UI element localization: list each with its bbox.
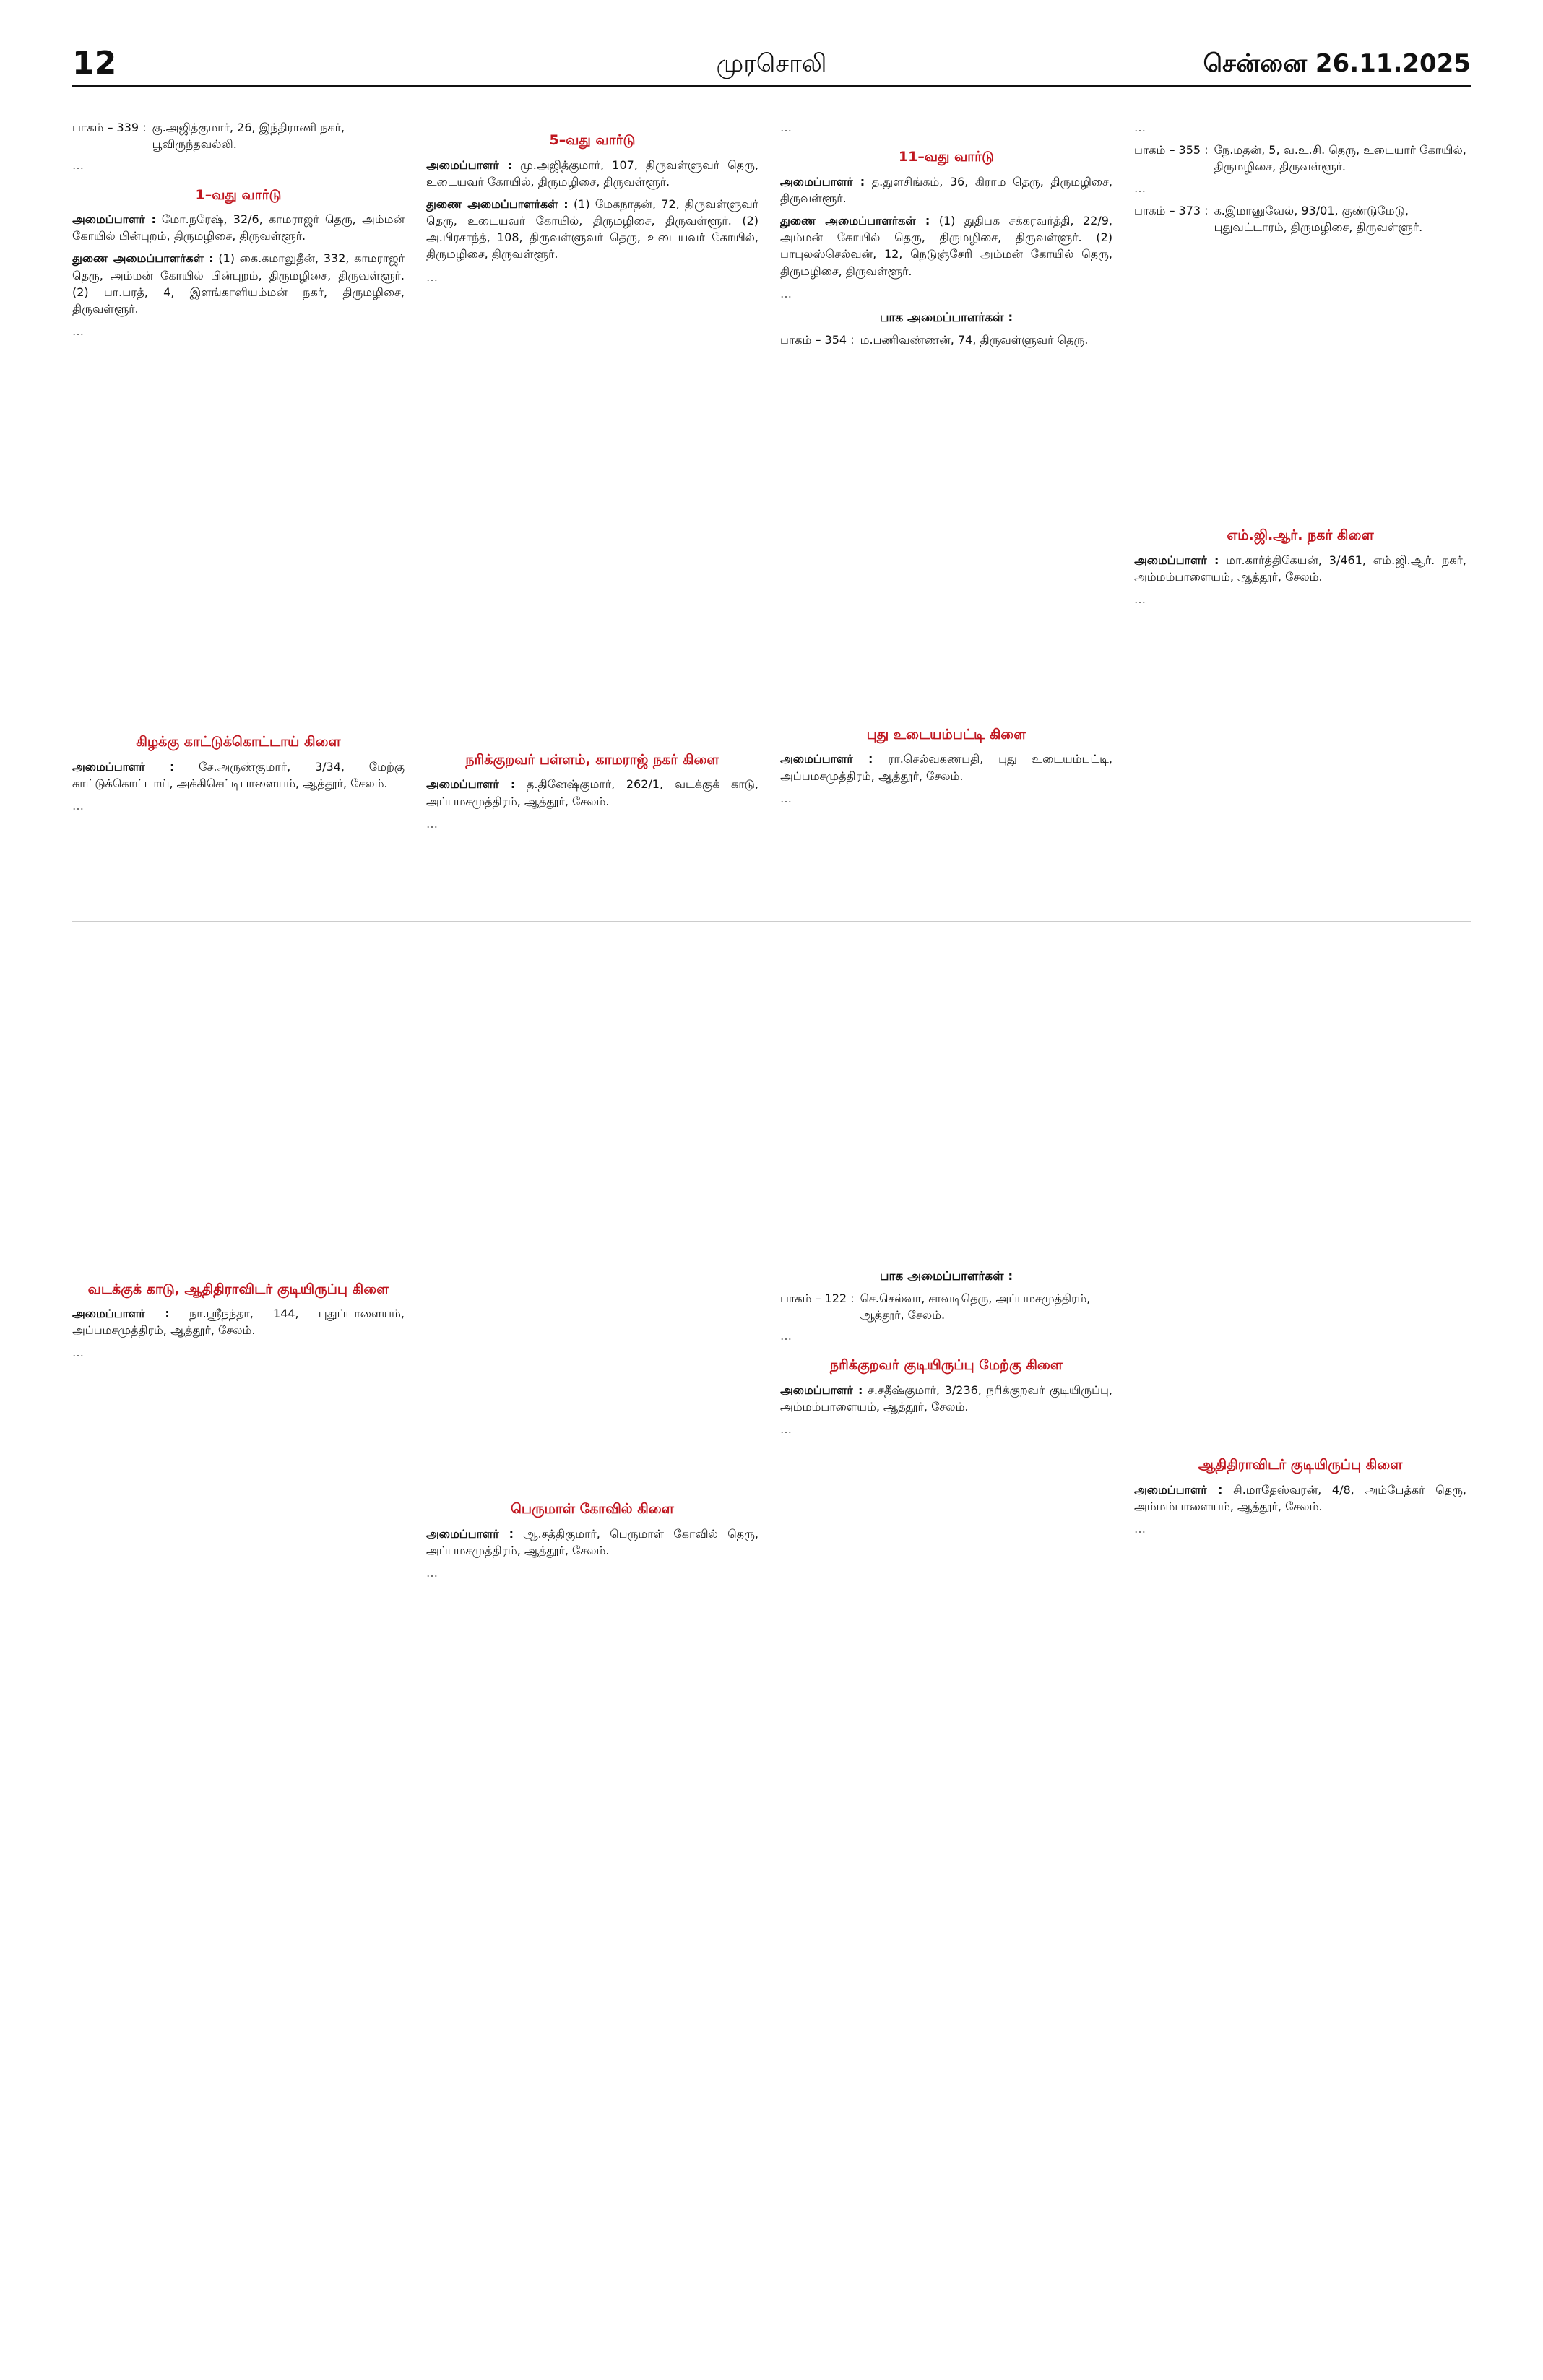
- branch-heading: புது உடையம்பட்டி கிளை: [866, 726, 1026, 743]
- deputy-entry: துணை அமைப்பாளர்கள் : (1) துதிபக சக்கரவர்த்தி, 22/9, அம்மன் கோயில் தெரு, திருமழிசை, திருவள்ளூர். (2) பாபுலஸ்செல்வன், 12, நெடுஞ்சேரி அம்மன் கோயில் தெரு, திருமழிசை, திருவள்ளூர்.: [780, 214, 1112, 278]
- organizer-entry: அமைப்பாளர் : சே.அருண்குமார், 3/34, மேற்கு காட்டுக்கொட்டாய், அக்கிசெட்டிபாளையம், ஆத்தூர், சேலம்.: [72, 759, 405, 791]
- column-4: … பாகம் – 355 : நே.மதன், 5, வ.உ.சி. தெரு, உடையார் கோயில், திருமழிசை, திருவள்ளூர். … பாகம் – 373 : க.இமானுவேல், 93/01, குண்டுமேடு, புதுவட்டாரம், திருமழிசை, திருவள்ளூர். எம்.ஜி.ஆர். நகர் கிளை அமைப்பாளர் : மா.கார்த்திகேயன், 3/461, எம்.ஜி.ஆர். நகர், அம்மம்பாளையம், ஆத்தூர், சேலம். … ஆதிதிராவிடர் குடியிருப்பு கிளை அமைப்பாளர் : சி.மாதேஸ்வரன், 4/8, அம்பேத்கர் தெரு, அம்மம்பாளையம், ஆத்தூர், சேலம். …: [1134, 121, 1466, 1536]
- deputy-entry: துணை அமைப்பாளர்கள் : (1) மேகநாதன், 72, திருவள்ளுவர் தெரு, உடையவர் கோயில், திருமழிசை, திருவள்ளூர். (2) அ.பிரசாந்த், 108, திருவள்ளுவர் தெரு, உடையவர் கோயில், திருமழிசை, திருவள்ளூர்.: [426, 196, 758, 261]
- part-entry: பாகம் – 354 : ம.பணிவண்ணன், 74, திருவள்ளுவர் தெரு.: [780, 332, 1089, 347]
- ward-heading: 11–வது வார்டு: [898, 149, 995, 165]
- column-2: 5–வது வார்டு அமைப்பாளர் : மு.அஜித்குமார், 107, திருவள்ளுவர் தெரு, உடையவர் கோயில், திருமழிசை, திருவள்ளூர். துணை அமைப்பாளர்கள் : (1) மேகநாதன், 72, திருவள்ளுவர் தெரு, உடையவர் கோயில், திருமழிசை, திருவள்ளூர். (2) அ.பிரசாந்த், 108, திருவள்ளுவர் தெரு, உடையவர் கோயில், திருமழிசை, திருவள்ளூர். … நரிக்குறவர் பள்ளம், காமராஜ் நகர் கிளை அமைப்பாளர் : த.தினேஷ்குமார், 262/1, வடக்குக் காடு, அப்பமசமுத்திரம், ஆத்தூர், சேலம். … பெருமாள் கோவில் கிளை அமைப்பாளர் : ஆ.சத்திகுமார், பெருமாள் கோவில் தெரு, அப்பமசமுத்திரம், ஆத்தூர், சேலம். …: [426, 132, 758, 1580]
- organizer-entry: அமைப்பாளர் : மா.கார்த்திகேயன், 3/461, எம்.ஜி.ஆர். நகர், அம்மம்பாளையம், ஆத்தூர், சேலம்.: [1134, 553, 1466, 584]
- deputy-entry: துணை அமைப்பாளர்கள் : (1) கை.கமாலுதீன், 332, காமராஜர் தெரு, அம்மன் கோயில் பின்புறம், திருமழிசை, திருவள்ளூர். (2) பா.பரத், 4, இளங்காளியம்மன் நகர், திருமழிசை, திருவள்ளூர்.: [72, 251, 405, 316]
- part-organizers-heading: பாக அமைப்பாளர்கள் :: [879, 1268, 1013, 1284]
- dateline: சென்னை 26.11.2025: [1203, 49, 1471, 78]
- branch-heading: நரிக்குறவர் குடியிருப்பு மேற்கு கிளை: [829, 1357, 1063, 1374]
- branch-heading: பெருமாள் கோவில் கிளை: [511, 1500, 674, 1517]
- ward-heading: 5–வது வார்டு: [549, 132, 636, 148]
- organizer-entry: அமைப்பாளர் : ரா.செல்வகணபதி, புது உடையம்பட்டி, அப்பமசமுத்திரம், ஆத்தூர், சேலம்.: [780, 752, 1112, 783]
- branch-heading: வடக்குக் காடு, ஆதிதிராவிடர் குடியிருப்பு கிளை: [87, 1281, 389, 1297]
- part-entry: பாகம் – 339 : கு.அஜித்குமார், 26, இந்திராணி நகர், பூவிருந்தவல்லி.: [72, 121, 345, 152]
- branch-heading: ஆதிதிராவிடர் குடியிருப்பு கிளை: [1198, 1457, 1403, 1474]
- masthead: [72, 45, 1471, 87]
- organizer-entry: அமைப்பாளர் : ச.சதீஷ்குமார், 3/236, நரிக்குறவர் குடியிருப்பு, அம்மம்பாளையம், ஆத்தூர், சேலம்.: [780, 1382, 1112, 1414]
- column-1: பாகம் – 339 : கு.அஜித்குமார், 26, இந்திராணி நகர், பூவிருந்தவல்லி. … 1–வது வார்டு அமைப்பாளர் : மோ.நரேஷ், 32/6, காமராஜர் தெரு, அம்மன் கோயில் பின்புறம், திருமழிசை, திருவள்ளூர். துணை அமைப்பாளர்கள் : (1) கை.கமாலுதீன், 332, காமராஜர் தெரு, அம்மன் கோயில் பின்புறம், திருமழிசை, திருவள்ளூர். (2) பா.பரத், 4, இளங்காளியம்மன் நகர், திருமழிசை, திருவள்ளூர். … கிழக்கு காட்டுக்கொட்டாய் கிளை அமைப்பாளர் : சே.அருண்குமார், 3/34, மேற்கு காட்டுக்கொட்டாய், அக்கிசெட்டிபாளையம், ஆத்தூர், சேலம். … வடக்குக் காடு, ஆதிதிராவிடர் குடியிருப்பு கிளை அமைப்பாளர் : நா.ஸ்ரீநந்தா, 144, புதுப்பாளையம், அப்பமசமுத்திரம், ஆத்தூர், சேலம். …: [72, 121, 405, 1360]
- ward-heading: 1–வது வார்டு: [195, 186, 282, 203]
- organizer-entry: அமைப்பாளர் : த.தினேஷ்குமார், 262/1, வடக்குக் காடு, அப்பமசமுத்திரம், ஆத்தூர், சேலம்.: [426, 777, 758, 808]
- organizer-entry: அமைப்பாளர் : மு.அஜித்குமார், 107, திருவள்ளுவர் தெரு, உடையவர் கோயில், திருமழிசை, திருவள்ளூர்.: [426, 157, 758, 189]
- branch-heading: நரிக்குறவர் பள்ளம், காமராஜ் நகர் கிளை: [465, 751, 719, 768]
- organizer-entry: அமைப்பாளர் : நா.ஸ்ரீநந்தா, 144, புதுப்பாளையம், அப்பமசமுத்திரம், ஆத்தூர், சேலம்.: [72, 1307, 405, 1338]
- page-number: 12: [72, 45, 117, 82]
- organizer-entry: அமைப்பாளர் : த.துளசிங்கம், 36, கிராம தெரு, திருமழிசை, திருவள்ளூர்.: [780, 174, 1112, 205]
- organizer-entry: அமைப்பாளர் : ஆ.சத்திகுமார், பெருமாள் கோவில் தெரு, அப்பமசமுத்திரம், ஆத்தூர், சேலம்.: [426, 1526, 758, 1557]
- part-entry: பாகம் – 122 : செ.செல்வா, சாவடிதெரு, அப்பமசமுத்திரம், ஆத்தூர், சேலம்.: [780, 1291, 1091, 1322]
- organizer-entry: அமைப்பாளர் : சி.மாதேஸ்வரன், 4/8, அம்பேத்கர் தெரு, அம்மம்பாளையம், ஆத்தூர், சேலம்.: [1134, 1482, 1466, 1513]
- paper-name: முரசொலி: [716, 49, 827, 78]
- branch-heading: கிழக்கு காட்டுக்கொட்டாய் கிளை: [136, 734, 341, 750]
- branch-heading: எம்.ஜி.ஆர். நகர் கிளை: [1227, 527, 1374, 544]
- column-3: … 11–வது வார்டு அமைப்பாளர் : த.துளசிங்கம், 36, கிராம தெரு, திருமழிசை, திருவள்ளூர். துணை அமைப்பாளர்கள் : (1) துதிபக சக்கரவர்த்தி, 22/9, அம்மன் கோயில் தெரு, திருமழிசை, திருவள்ளூர். (2) பாபுலஸ்செல்வன், 12, நெடுஞ்சேரி அம்மன் கோயில் தெரு, திருமழிசை, திருவள்ளூர். … பாக அமைப்பாளர்கள் : பாகம் – 354 : ம.பணிவண்ணன், 74, திருவள்ளுவர் தெரு. புது உடையம்பட்டி கிளை அமைப்பாளர் : ரா.செல்வகணபதி, புது உடையம்பட்டி, அப்பமசமுத்திரம், ஆத்தூர், சேலம். … பாக அமைப்பாளர்கள் : பாகம் – 122 : செ.செல்வா, சாவடிதெரு, அப்பமசமுத்திரம், ஆத்தூர், சேலம். … நரிக்குறவர் குடியிருப்பு மேற்கு கிளை அமைப்பாளர் : ச.சதீஷ்குமார், 3/236, நரிக்குறவர் குடியிருப்பு, அம்மம்பாளையம், ஆத்தூர், சேலம். …: [780, 121, 1112, 1437]
- part-entry: பாகம் – 373 : க.இமானுவேல், 93/01, குண்டுமேடு, புதுவட்டாரம், திருமழிசை, திருவள்ளூர்.: [1134, 203, 1423, 234]
- part-organizers-heading: பாக அமைப்பாளர்கள் :: [879, 311, 1013, 326]
- part-entry: பாகம் – 355 : நே.மதன், 5, வ.உ.சி. தெரு, உடையார் கோயில், திருமழிசை, திருவள்ளூர்.: [1134, 143, 1466, 174]
- organizer-entry: அமைப்பாளர் : மோ.நரேஷ், 32/6, காமராஜர் தெரு, அம்மன் கோயில் பின்புறம், திருமழிசை, திருவள்ளூர்.: [72, 212, 405, 243]
